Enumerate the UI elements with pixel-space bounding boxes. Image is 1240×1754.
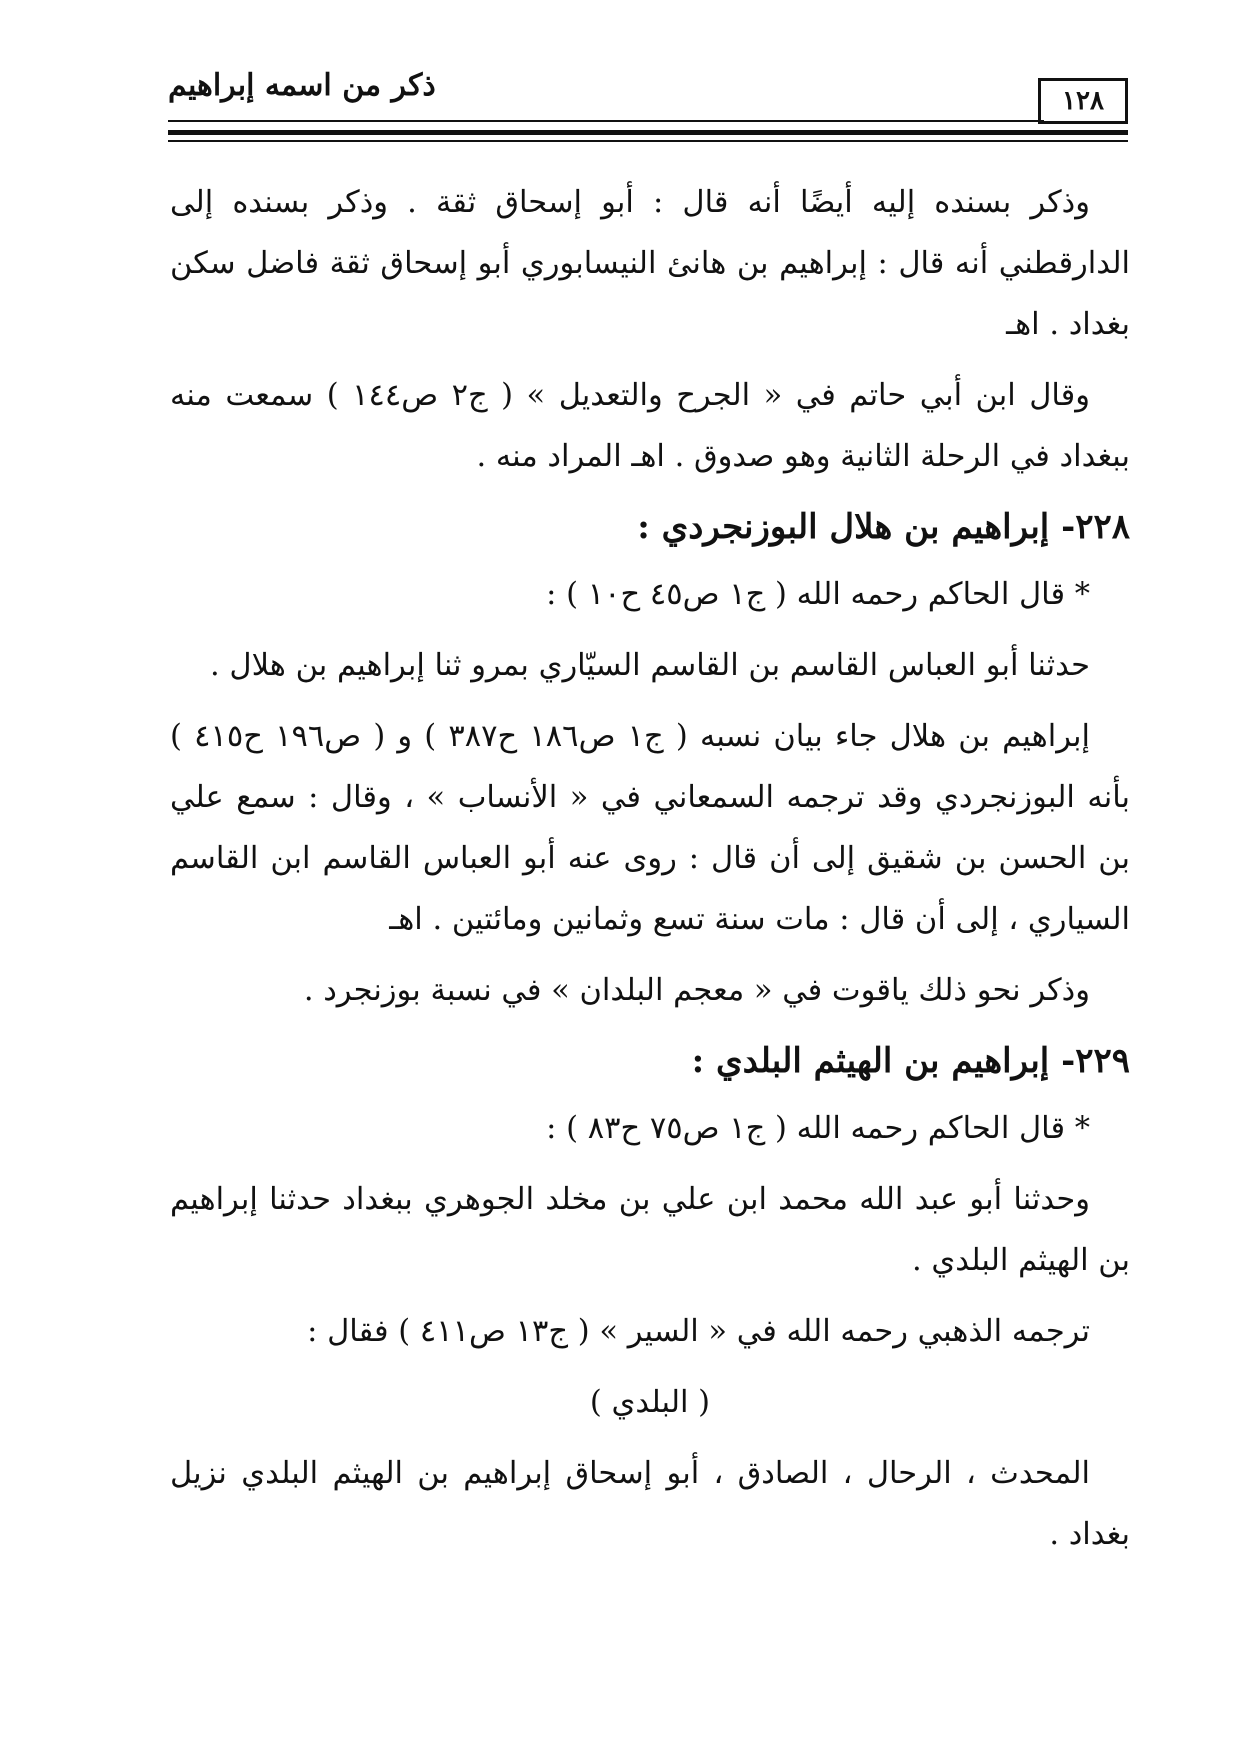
paragraph: ترجمه الذهبي رحمه الله في « السير » ( ج١٣ ص٤١١ ) فقال : xyxy=(307,1314,1090,1349)
page-body xyxy=(170,172,1130,1575)
paragraph: وقال ابن أبي حاتم في « الجرح والتعديل » ( ج٢ ص١٤٤ ) سمعت منه ببغداد في الرحلة الثانية وهو صدوق . اهـ المراد منه . xyxy=(170,378,1130,474)
page-number: ١٢٨ xyxy=(1038,78,1128,124)
paragraph: المحدث ، الرحال ، الصادق ، أبو إسحاق إبراهيم بن الهيثم البلدي نزيل بغداد . xyxy=(170,1456,1130,1552)
source-line: * قال الحاكم رحمه الله ( ج١ ص٤٥ ح١٠ ) : xyxy=(546,577,1090,612)
header-rule-thin xyxy=(168,120,1044,122)
running-title: ذكر من اسمه إبراهيم xyxy=(168,68,436,103)
paragraph: إبراهيم بن هلال جاء بيان نسبه ( ج١ ص١٨٦ ح٣٨٧ ) و ( ص١٩٦ ح٤١٥ ) بأنه البوزنجردي وقد ترجمه السمعاني في « الأنساب » ، وقال : سمع علي بن الحسن بن شقيق إلى أن قال : روى عنه أبو العباس القاسم ابن القاسم السياري ، إلى أن قال : مات سنة تسع وثمانين ومائتين . اهـ xyxy=(170,719,1130,937)
page-header xyxy=(168,58,1128,148)
subheading: ( البلدي ) xyxy=(589,1385,711,1420)
entry-title-228: ٢٢٨- إبراهيم بن هلال البوزنجردي : xyxy=(637,507,1130,547)
source-line: * قال الحاكم رحمه الله ( ج١ ص٧٥ ح٨٣ ) : xyxy=(546,1111,1090,1146)
header-rule-thick xyxy=(168,130,1128,135)
paragraph: وذكر نحو ذلك ياقوت في « معجم البلدان » في نسبة بوزنجرد . xyxy=(303,973,1090,1008)
paragraph: وحدثنا أبو عبد الله محمد ابن علي بن مخلد الجوهري ببغداد حدثنا إبراهيم بن الهيثم البلدي . xyxy=(170,1182,1130,1278)
paragraph: وذكر بسنده إليه أيضًا أنه قال : أبو إسحاق ثقة . وذكر بسنده إلى الدارقطني أنه قال : إبراهيم بن هانئ النيسابوري أبو إسحاق ثقة فاضل سكن بغداد . اهـ xyxy=(170,185,1130,342)
header-rule-bottom xyxy=(168,140,1128,142)
entry-title-229: ٢٢٩- إبراهيم بن الهيثم البلدي : xyxy=(691,1041,1130,1081)
paragraph: حدثنا أبو العباس القاسم بن القاسم السيّاري بمرو ثنا إبراهيم بن هلال . xyxy=(210,648,1090,683)
